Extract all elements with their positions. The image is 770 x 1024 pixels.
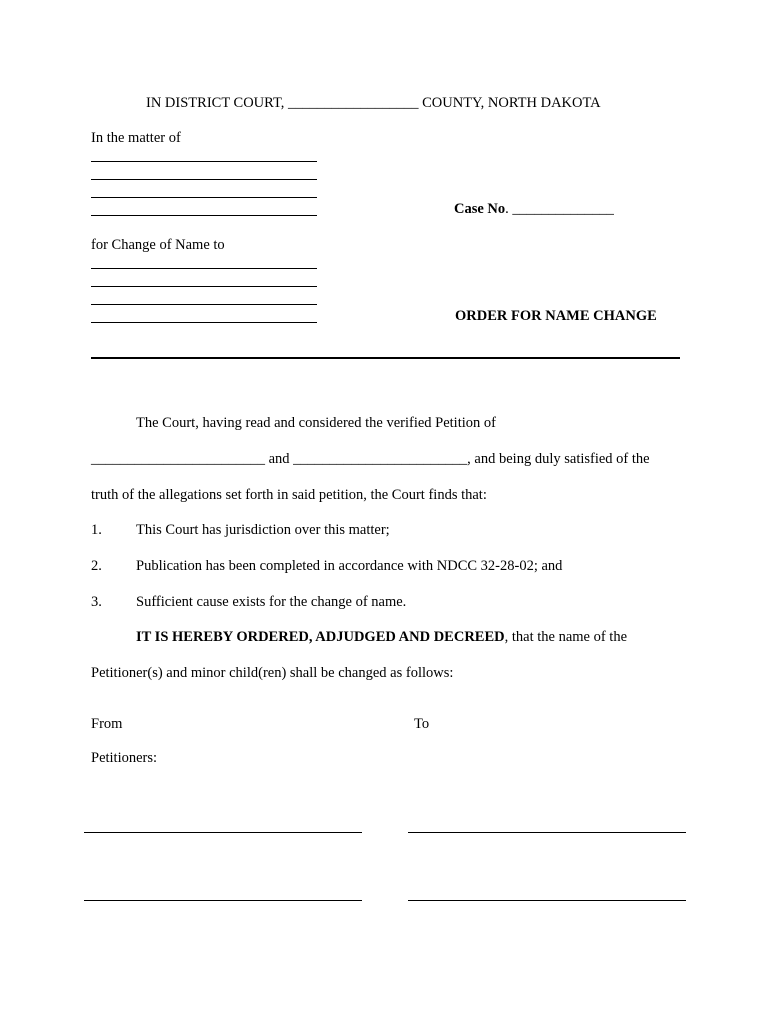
decree-paragraph	[136, 630, 627, 645]
decree-rest-text: , that the name of the	[504, 629, 628, 645]
petitioners-line[interactable]: ________________________ and ________________________, and being duly satisfied of the	[91, 451, 650, 467]
case-number	[454, 202, 614, 217]
court-header: IN DISTRICT COURT, __________________ COUNTY, NORTH DAKOTA	[146, 95, 601, 111]
matter-name-line-2[interactable]	[91, 179, 317, 180]
matter-label: In the matter of	[91, 130, 181, 146]
findings-intro: truth of the allegations set forth in said petition, the Court finds that:	[91, 487, 487, 503]
case-no-blank[interactable]: . ______________	[505, 201, 614, 217]
intro-text: The Court, having read and considered the verified Petition of	[136, 415, 496, 431]
finding-text: This Court has jurisdiction over this matter;	[136, 522, 390, 538]
finding-text: Sufficient cause exists for the change of name.	[136, 594, 407, 610]
matter-name-line-3[interactable]	[91, 197, 317, 198]
finding-text: Publication has been completed in accordance with NDCC 32-28-02; and	[136, 558, 563, 574]
to-name-line-1[interactable]	[408, 832, 686, 833]
case-no-label: Case No	[454, 201, 506, 217]
matter-name-line-1[interactable]	[91, 161, 317, 162]
matter-name-line-4[interactable]	[91, 215, 317, 216]
new-name-line-4[interactable]	[91, 322, 317, 323]
caption-divider	[91, 357, 680, 359]
to-label: To	[414, 716, 430, 732]
new-name-line-2[interactable]	[91, 286, 317, 287]
new-name-line-3[interactable]	[91, 304, 317, 305]
from-name-line-2[interactable]	[84, 900, 362, 901]
order-title: ORDER FOR NAME CHANGE	[455, 308, 657, 324]
from-name-line-1[interactable]	[84, 832, 362, 833]
change-label: for Change of Name to	[91, 237, 225, 253]
finding-number: 2.	[91, 558, 102, 574]
to-name-line-2[interactable]	[408, 900, 686, 901]
decree-line-2: Petitioner(s) and minor child(ren) shall be changed as follows:	[91, 665, 454, 681]
petitioners-label: Petitioners:	[91, 750, 158, 766]
finding-number: 3.	[91, 594, 102, 610]
finding-number: 1.	[91, 522, 102, 538]
new-name-line-1[interactable]	[91, 268, 317, 269]
decree-bold-text: IT IS HEREBY ORDERED, ADJUDGED AND DECREED	[136, 629, 505, 645]
from-label: From	[91, 716, 123, 732]
